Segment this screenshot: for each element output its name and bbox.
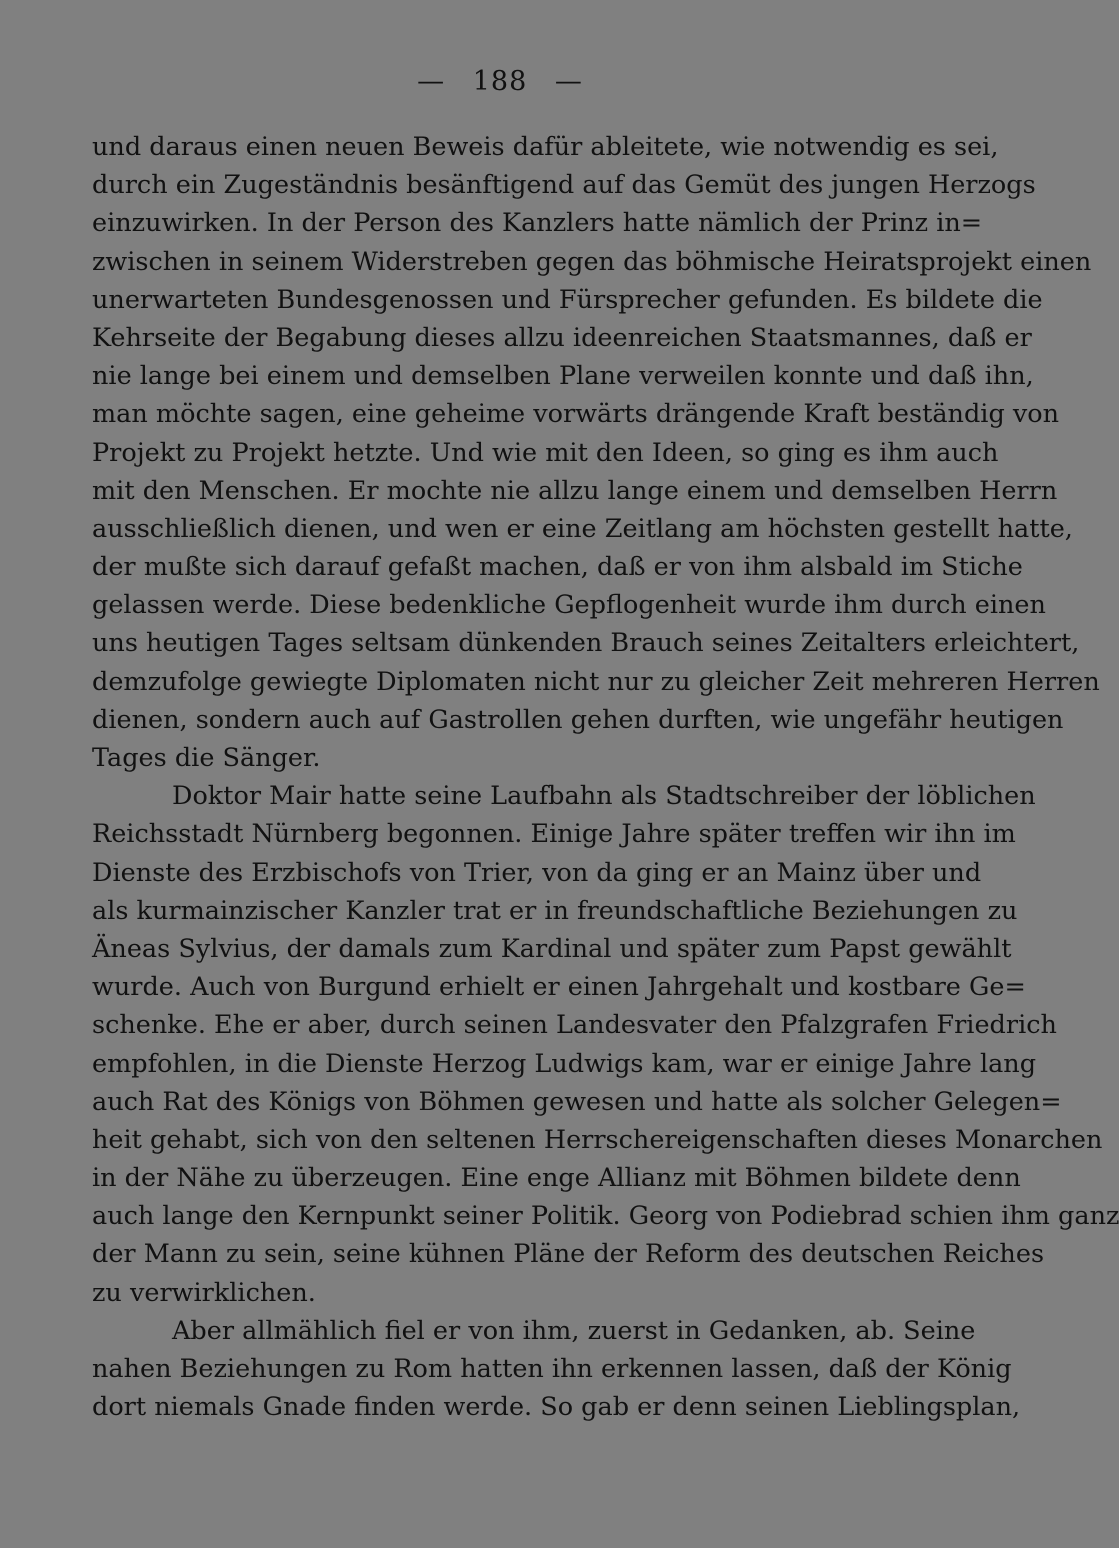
text-line: und daraus einen neuen Beweis dafür ableitete, wie notwendig es sei, <box>92 132 999 162</box>
text-line: der Mann zu sein, seine kühnen Pläne der Reform des deutschen Reiches <box>92 1239 1045 1270</box>
text-line: der mußte sich darauf gefaßt machen, daß er von ihm alsbald im Stiche <box>92 552 1023 583</box>
text-line: wurde. Auch von Burgund erhielt er einen Jahrgehalt und kostbare Ge= <box>92 972 1026 1003</box>
text-line: durch ein Zugeständnis besänftigend auf das Gemüt des jungen Herzogs <box>92 170 1036 201</box>
text-line: Äneas Sylvius, der damals zum Kardinal und später zum Papst gewählt <box>92 933 1012 964</box>
text-line: zu verwirklichen. <box>92 1277 316 1308</box>
text-line: heit gehabt, sich von den seltenen Herrschereigenschaften dieses Monarchen <box>92 1124 1103 1155</box>
text-line: Tages die Sänger. <box>92 743 321 773</box>
text-line: demzufolge gewiegte Diplomaten nicht nur zu gleicher Zeit mehreren Herren <box>92 666 1100 697</box>
text-line: auch Rat des Königs von Böhmen gewesen und hatte als solcher Gelegen= <box>92 1086 1062 1117</box>
text-line: Doktor Mair hatte seine Laufbahn als Stadtschreiber der löblichen <box>172 781 1036 812</box>
text-line: empfohlen, in die Dienste Herzog Ludwigs kam, war er einige Jahre lang <box>92 1048 1037 1079</box>
text-line: mit den Menschen. Er mochte nie allzu lange einem und demselben Herrn <box>92 475 1058 506</box>
text-line: Kehrseite der Begabung dieses allzu ideenreichen Staatsmannes, daß er <box>92 322 1032 353</box>
text-line: dienen, sondern auch auf Gastrollen gehen durften, wie ungefähr heutigen <box>92 704 1064 735</box>
text-line: nie lange bei einem und demselben Plane verweilen konnte und daß ihn, <box>92 361 1034 392</box>
text-line: uns heutigen Tages seltsam dünkenden Brauch seines Zeitalters erleichtert, <box>92 628 1080 659</box>
text-line: schenke. Ehe er aber, durch seinen Landesvater den Pfalzgrafen Friedrich <box>92 1010 1057 1041</box>
page-number-dash-left: — <box>417 66 446 97</box>
text-line: dort niemals Gnade finden werde. So gab er denn seinen Lieblingsplan, <box>92 1392 1021 1423</box>
text-line: man möchte sagen, eine geheime vorwärts drängende Kraft beständig von <box>92 399 1060 430</box>
text-line: in der Nähe zu überzeugen. Eine enge Allianz mit Böhmen bildete denn <box>92 1163 1021 1194</box>
text-line: einzuwirken. In der Person des Kanzlers hatte nämlich der Prinz in= <box>92 208 983 239</box>
text-line: ausschließlich dienen, und wen er eine Zeitlang am höchsten gestellt hatte, <box>92 513 1073 544</box>
text-line: zwischen in seinem Widerstreben gegen das böhmische Heiratsprojekt einen <box>92 246 1092 277</box>
text-line: gelassen werde. Diese bedenkliche Gepflogenheit wurde ihm durch einen <box>92 590 1046 621</box>
text-line: Projekt zu Projekt hetzte. Und wie mit den Ideen, so ging es ihm auch <box>92 437 999 468</box>
page-number <box>0 66 1000 97</box>
text-line: Reichsstadt Nürnberg begonnen. Einige Jahre später treffen wir ihn im <box>92 819 1016 850</box>
page-number-value: 188 <box>472 66 528 97</box>
text-line: Dienste des Erzbischofs von Trier, von da ging er an Mainz über und <box>92 857 982 888</box>
text-line: Aber allmählich fiel er von ihm, zuerst in Gedanken, ab. Seine <box>172 1315 976 1346</box>
page-number-dash-right: — <box>554 66 583 97</box>
text-line: unerwarteten Bundesgenossen und Fürsprecher gefunden. Es bildete die <box>92 284 1043 315</box>
body-text <box>92 128 1119 1426</box>
text-line: als kurmainzischer Kanzler trat er in freundschaftliche Beziehungen zu <box>92 895 1018 926</box>
text-line: nahen Beziehungen zu Rom hatten ihn erkennen lassen, daß der König <box>92 1354 1012 1384</box>
text-line: auch lange den Kernpunkt seiner Politik. Georg von Podiebrad schien ihm ganz <box>92 1201 1119 1232</box>
